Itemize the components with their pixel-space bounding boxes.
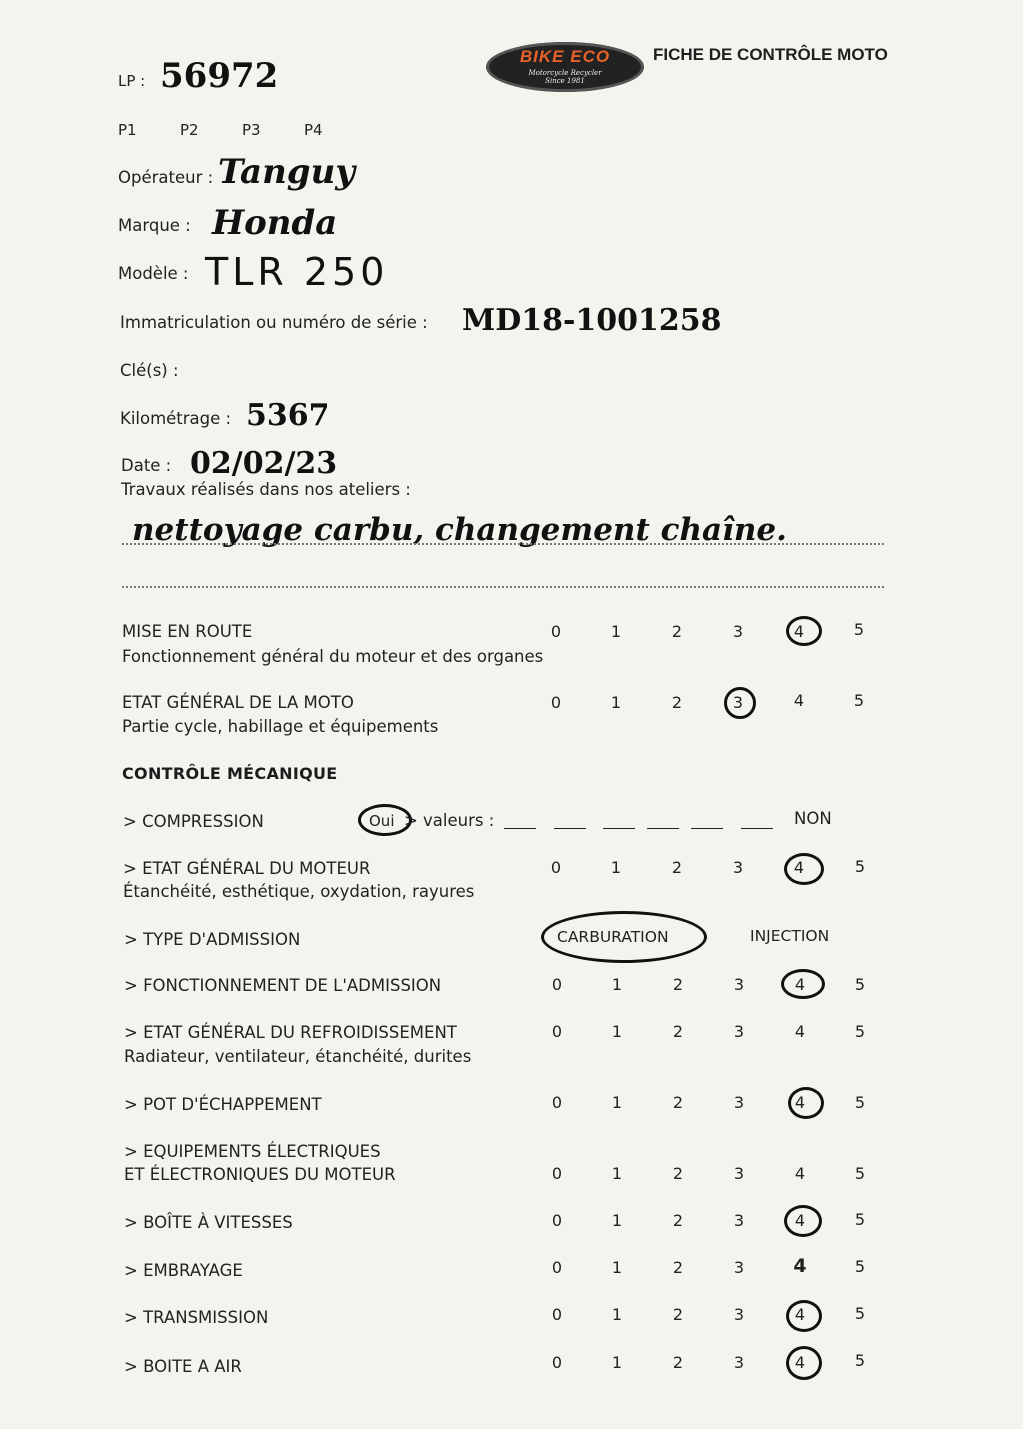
score-option[interactable]: 2 (671, 858, 683, 877)
logo-tagline: Motorcycle Recycler (528, 69, 602, 77)
score-option[interactable]: 2 (672, 1258, 684, 1277)
score-option[interactable]: 5 (854, 1210, 866, 1229)
score-option-selected[interactable]: 4 (794, 975, 806, 994)
selection-circle (788, 1087, 824, 1119)
score-option[interactable]: 0 (551, 1258, 563, 1277)
score-option[interactable]: 3 (732, 622, 744, 641)
selection-circle (541, 911, 707, 963)
score-option[interactable]: 5 (854, 857, 866, 876)
refroidissement-title: > ETAT GÉNÉRAL DU REFROIDISSEMENT (124, 1023, 457, 1042)
transmission-title: > TRANSMISSION (124, 1308, 269, 1327)
score-option[interactable]: 3 (733, 1093, 745, 1112)
score-option[interactable]: 3 (733, 975, 745, 994)
score-option-selected[interactable]: 4 (794, 1305, 806, 1324)
score-option[interactable]: 2 (672, 1093, 684, 1112)
selection-circle (724, 687, 756, 719)
position-p2: P2 (180, 121, 199, 139)
score-option[interactable]: 4 (793, 691, 805, 710)
score-option[interactable]: 1 (610, 622, 622, 641)
score-option[interactable]: 3 (733, 1022, 745, 1041)
compression-oui[interactable]: Oui (369, 812, 395, 830)
compression-value-blank[interactable] (691, 828, 723, 829)
admission-type-title: > TYPE D'ADMISSION (124, 930, 301, 949)
score-option[interactable]: 1 (611, 1258, 623, 1277)
admission-carburation[interactable]: CARBURATION (557, 928, 669, 946)
selection-circle (786, 616, 822, 646)
score-option[interactable]: 1 (611, 1353, 623, 1372)
logo-brand: BIKE ECO (519, 47, 611, 66)
selection-circle (784, 853, 824, 885)
embrayage-title: > EMBRAYAGE (124, 1261, 243, 1280)
score-option-selected[interactable]: 4 (794, 1353, 806, 1372)
compression-value-blank[interactable] (603, 828, 635, 829)
score-option[interactable]: 3 (733, 1258, 745, 1277)
date-value: 02/02/23 (190, 446, 338, 481)
score-option[interactable]: 1 (611, 1164, 623, 1183)
compression-value-blank[interactable] (504, 828, 536, 829)
electrique-title-2: ET ÉLECTRONIQUES DU MOTEUR (124, 1165, 396, 1184)
score-option-selected[interactable]: 4 (794, 1093, 806, 1112)
score-option[interactable]: 2 (672, 1305, 684, 1324)
score-option-selected[interactable]: 3 (732, 693, 744, 712)
kilometrage-label: Kilométrage : (120, 409, 232, 428)
modele-label: Modèle : (118, 264, 189, 283)
admission-injection[interactable]: INJECTION (750, 927, 830, 945)
etat-moto-title: ETAT GÉNÉRAL DE LA MOTO (122, 693, 354, 712)
score-option[interactable]: 2 (672, 1022, 684, 1041)
score-option-selected[interactable]: 4 (793, 1255, 807, 1277)
position-p1: P1 (118, 121, 137, 139)
refroidissement-subtitle: Radiateur, ventilateur, étanchéité, durites (124, 1047, 472, 1066)
score-option[interactable]: 1 (611, 1093, 623, 1112)
score-option[interactable]: 3 (733, 1305, 745, 1324)
score-option[interactable]: 0 (551, 1022, 563, 1041)
position-p3: P3 (242, 121, 261, 139)
selection-circle (781, 969, 825, 999)
score-option-selected[interactable]: 4 (793, 858, 805, 877)
score-option[interactable]: 5 (854, 1304, 866, 1323)
score-option-selected[interactable]: 4 (793, 622, 805, 641)
score-option[interactable]: 3 (733, 1164, 745, 1183)
score-option[interactable]: 0 (550, 693, 562, 712)
immat-value: MD18-1001258 (462, 303, 722, 338)
score-option[interactable]: 1 (611, 975, 623, 994)
selection-circle (786, 1346, 822, 1380)
kilometrage-value: 5367 (246, 398, 330, 433)
score-option[interactable]: 3 (732, 858, 744, 877)
compression-valeurs-label: valeurs : (423, 811, 495, 830)
score-option[interactable]: 1 (611, 1022, 623, 1041)
score-option[interactable]: 1 (610, 693, 622, 712)
bike-eco-logo (486, 42, 644, 92)
marque-value: Honda (212, 203, 338, 243)
compression-value-blank[interactable] (647, 828, 679, 829)
score-option[interactable]: 5 (854, 1257, 866, 1276)
score-option[interactable]: 5 (853, 691, 865, 710)
compression-arrow: > (404, 811, 418, 830)
operateur-label: Opérateur : (118, 168, 214, 187)
score-option[interactable]: 0 (550, 858, 562, 877)
score-option[interactable]: 3 (733, 1353, 745, 1372)
mise-en-route-subtitle: Fonctionnement général du moteur et des organes (122, 647, 544, 666)
score-option[interactable]: 2 (671, 693, 683, 712)
section-controle-mecanique: CONTRÔLE MÉCANIQUE (122, 764, 338, 783)
score-option[interactable]: 0 (551, 1353, 563, 1372)
admission-fonct-title: > FONCTIONNEMENT DE L'ADMISSION (124, 976, 442, 995)
score-option[interactable]: 0 (550, 622, 562, 641)
echappement-title: > POT D'ÉCHAPPEMENT (124, 1095, 322, 1114)
score-option[interactable]: 1 (611, 1305, 623, 1324)
marque-label: Marque : (118, 216, 191, 235)
score-option[interactable]: 3 (733, 1211, 745, 1230)
mise-en-route-title: MISE EN ROUTE (122, 622, 253, 641)
score-option[interactable]: 2 (671, 622, 683, 641)
score-option-selected[interactable]: 4 (794, 1211, 806, 1230)
lp-label: LP : (118, 72, 146, 90)
score-option[interactable]: 5 (854, 1093, 866, 1112)
score-option[interactable]: 0 (551, 1305, 563, 1324)
score-option[interactable]: 2 (672, 1164, 684, 1183)
compression-title: > COMPRESSION (123, 812, 264, 831)
compression-value-blank[interactable] (554, 828, 586, 829)
score-option[interactable]: 2 (672, 1353, 684, 1372)
score-option[interactable]: 4 (794, 1164, 806, 1183)
score-option[interactable]: 5 (854, 1022, 866, 1041)
score-option[interactable]: 1 (611, 1211, 623, 1230)
travaux-line-2 (122, 586, 884, 588)
score-option[interactable]: 5 (854, 1351, 866, 1370)
operateur-value: Tanguy (218, 152, 356, 192)
score-option[interactable]: 5 (854, 975, 866, 994)
selection-circle (786, 1300, 822, 1332)
score-option[interactable]: 2 (672, 975, 684, 994)
cles-label: Clé(s) : (120, 361, 179, 380)
boite-air-title: > BOITE A AIR (124, 1357, 242, 1376)
score-option[interactable]: 4 (794, 1022, 806, 1041)
boite-vitesses-title: > BOÎTE À VITESSES (124, 1213, 293, 1232)
selection-circle (784, 1205, 822, 1237)
score-option[interactable]: 2 (672, 1211, 684, 1230)
date-label: Date : (121, 456, 172, 475)
score-option[interactable]: 0 (551, 1164, 563, 1183)
travaux-line-1 (122, 543, 884, 545)
travaux-label: Travaux réalisés dans nos ateliers : (121, 480, 411, 499)
score-option[interactable]: 0 (551, 1093, 563, 1112)
modele-value: TLR 250 (205, 250, 389, 294)
document-title: FICHE DE CONTRÔLE MOTO (653, 45, 888, 64)
etat-moteur-title: > ETAT GÉNÉRAL DU MOTEUR (123, 859, 371, 878)
travaux-value: nettoyage carbu, changement chaîne. (132, 512, 787, 548)
logo-since: Since 1981 (545, 77, 585, 85)
position-p4: P4 (304, 121, 323, 139)
lp-value: 56972 (160, 56, 279, 96)
immat-label: Immatriculation ou numéro de série : (120, 313, 428, 332)
etat-moto-subtitle: Partie cycle, habillage et équipements (122, 717, 439, 736)
etat-moteur-subtitle: Étanchéité, esthétique, oxydation, rayures (123, 882, 475, 901)
score-option[interactable]: 1 (610, 858, 622, 877)
electrique-title: > EQUIPEMENTS ÉLECTRIQUES (124, 1142, 381, 1161)
score-option[interactable]: 0 (551, 975, 563, 994)
score-option[interactable]: 5 (854, 1164, 866, 1183)
score-option[interactable]: 5 (853, 620, 865, 639)
score-option[interactable]: 0 (551, 1211, 563, 1230)
compression-non[interactable]: NON (794, 809, 832, 828)
compression-value-blank[interactable] (741, 828, 773, 829)
